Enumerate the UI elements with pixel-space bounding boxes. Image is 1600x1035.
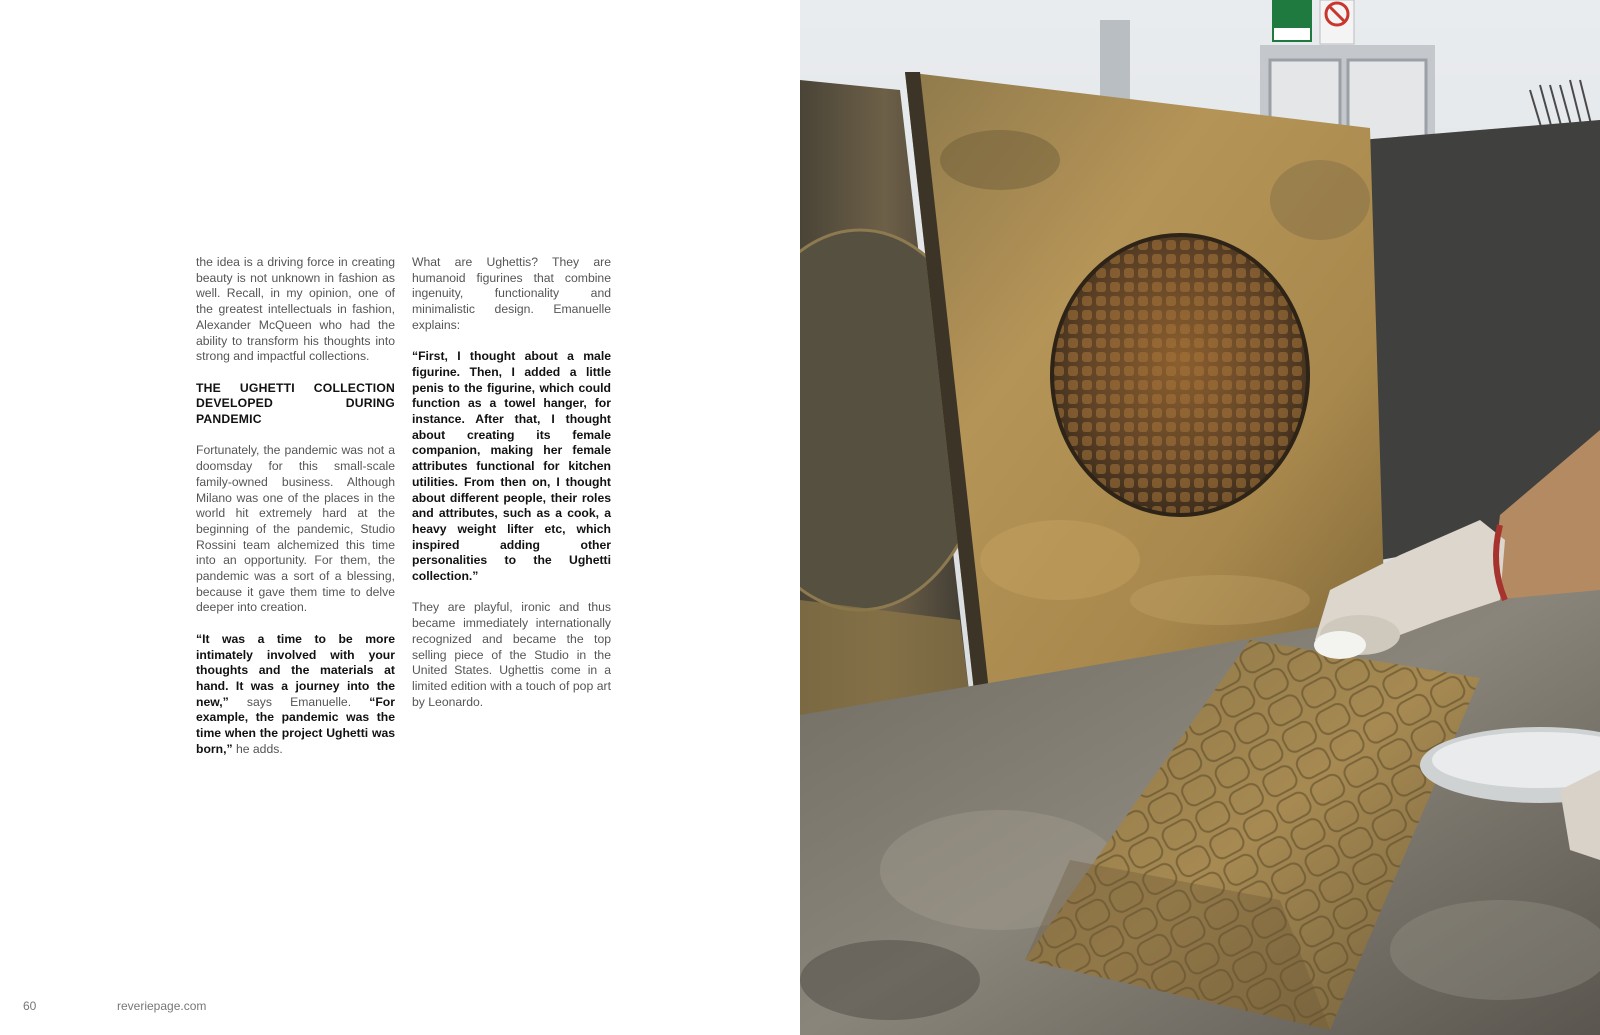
quote-paragraph	[196, 632, 395, 758]
paragraph: They are playful, ironic and thus became immediately internationally recognized and became the top selling piece of the Studio in the United States. Ughettis come in a limited edition with a touch of pop art by Leonardo.	[412, 600, 611, 709]
quote-text: “For example, the pandemic was the time when the project Ughetti was born,”	[196, 694, 395, 756]
quote-text: “It was a time to be more intimately involved with your thoughts and the materials at hand. It was a journey into the new,”	[196, 631, 395, 709]
quote-paragraph: “First, I thought about a male figurine. Then, I added a little penis to the figurine, which could function as a towel hanger, for instance. After that, I thought about creating its female companion, making her female attributes functional for kitchen utilities. From then on, I thought about different people, their roles and attributes, such as a cook, a heavy weight lifter etc, which inspired adding other personalities to the Ughetti collection.”	[412, 349, 611, 584]
attribution-text: says Emanuelle.	[228, 694, 370, 709]
article-column-2	[412, 255, 611, 726]
paragraph: What are Ughettis? They are humanoid figurines that combine ingenuity, functionality and minimalistic design. Emanuelle explains:	[412, 255, 611, 332]
attribution-text: he adds.	[232, 741, 283, 756]
page-number: 60	[23, 999, 37, 1013]
section-heading: THE UGHETTI COLLECTION DEVELOPED DURING PANDEMIC	[196, 380, 395, 427]
paragraph: the idea is a driving force in creating beauty is not unknown in fashion as well. Recall, in my opinion, one of the greatest intellectuals in fashion, Alexander McQueen who had the ability to transform his thoughts into strong and impactful collections.	[196, 255, 395, 364]
paragraph: Fortunately, the pandemic was not a doomsday for this small-scale family-owned business. Although Milano was one of the places in the world hit extremely hard at the beginning of the pandemic, Studio Rossini team alchemized this time into an opportunity. For them, the pandemic was a sort of a blessing, because it gave them time to delve deeper into creation.	[196, 443, 395, 615]
site-url: reveriepage.com	[117, 999, 207, 1013]
workshop-photo	[800, 0, 1600, 1035]
article-column-1	[196, 255, 395, 773]
no-smoking-sign-icon	[1320, 0, 1354, 44]
